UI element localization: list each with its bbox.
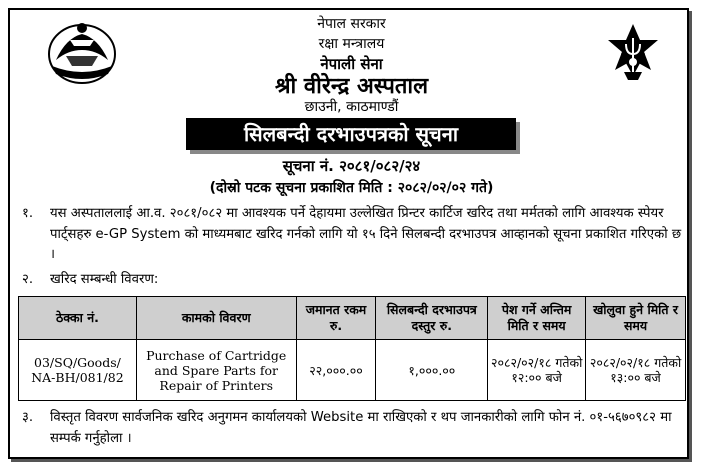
paragraph-text: यस अस्पताललाई आ.व. २०८१/०८२ मा आवश्यक पर्ने देहायमा उल्लेखित प्रिन्टर कार्टिज खरिद तथा मर्मतको लागि आवश्यक स्पेयर पार्ट्सहरु e-GP System को माध्यमबाट खरिद गर्नको लागि यो १५ दिने सिलबन्दी दरभाउपत्र आव्हानको सूचना प्रकाशित गरिएको छ । [50, 206, 682, 262]
header-bid-security: जमानत रकम रु. [296, 297, 376, 340]
cell-contract-no: 03/SQ/Goods/ NA-BH/081/82 [19, 340, 137, 401]
paragraph-text: विस्तृत विवरण सार्वजनिक खरिद अनुगमन कार्यालयको Website मा राखिएको र थप जानकारीको लागि फोन नं. ०१-५६७०९८२ मा सम्पर्क गर्नुहोला । [50, 410, 672, 446]
paragraph-number: २. [22, 272, 34, 287]
header-submission: पेश गर्ने अन्तिम मिति र समय [488, 297, 586, 340]
header-address: छाउनी, काठमाण्डौं [304, 99, 399, 115]
header-hospital: श्री वीरेन्द्र अस्पताल [274, 74, 429, 99]
paragraph-2 [22, 270, 687, 291]
paragraph-1 [22, 204, 687, 266]
cell-bid-security: २२,०००.०० [296, 340, 376, 401]
header-bid-fee: सिलबन्दी दरभाउपत्र दस्तुर रु. [376, 297, 488, 340]
paragraph-text: खरिद सम्बन्धी विवरण: [50, 272, 159, 287]
header-government: नेपाल सरकार [317, 16, 386, 32]
header-contract-no: ठेक्का नं. [19, 297, 137, 340]
table-row [19, 340, 686, 401]
header-description: कामको विवरण [136, 297, 296, 340]
notice-banner: सिलबन्दी दरभाउपत्रको सूचना [186, 118, 516, 150]
procurement-table [18, 296, 686, 401]
header-ministry: रक्षा मन्त्रालय [318, 36, 385, 52]
cell-bid-fee: १,०००.०० [376, 340, 488, 401]
header-army: नेपाली सेना [320, 55, 383, 73]
cell-description: Purchase of Cartridge and Spare Parts for Repair of Printers [136, 340, 296, 401]
publish-date-note: (दोस्रो पटक सूचना प्रकाशित मिति : २०८२/०२/०२ गते) [209, 180, 494, 196]
table-header-row [19, 297, 686, 340]
header-opening: खोलुवा हुने मिति र समय [586, 297, 686, 340]
notice-number: सूचना नं. २०८१/०८२/२४ [282, 157, 421, 175]
cell-submission: २०८२/०२/१८ गतेको १२:०० बजे [488, 340, 586, 401]
cell-opening: २०८२/०२/१८ गतेको १३:०० बजे [586, 340, 686, 401]
paragraph-number: १. [22, 206, 34, 221]
paragraph-number: ३. [22, 410, 34, 425]
paragraph-3 [22, 408, 687, 449]
